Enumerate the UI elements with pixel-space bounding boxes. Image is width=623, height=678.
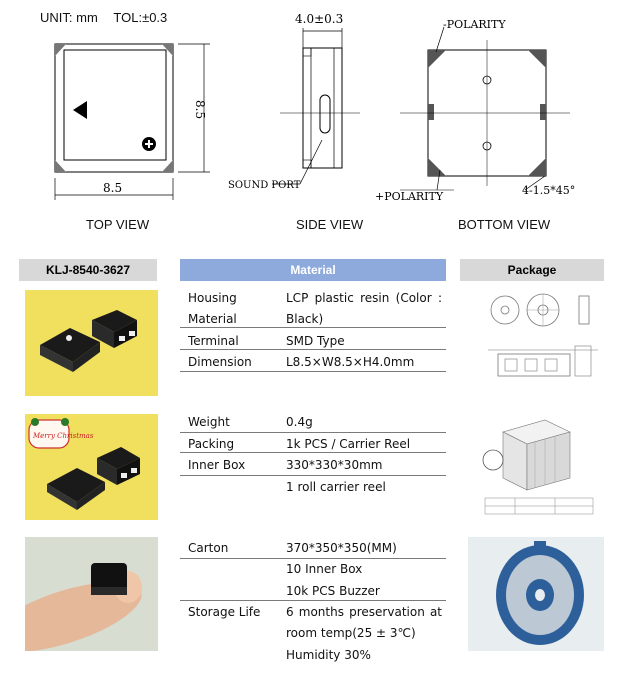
bottom-view-pos-polarity: +POLARITY <box>375 190 444 203</box>
spec-key: Carton <box>188 541 229 555</box>
table-divider <box>180 432 446 433</box>
top-view-height-dim: 8.5 <box>193 100 207 120</box>
table-divider <box>180 349 446 350</box>
side-view-height-dim: 4.0±0.3 <box>295 12 344 26</box>
spec-key: Inner Box <box>188 458 246 472</box>
package-drawing-box <box>475 410 597 520</box>
spec-value: 6 months preservation at room temp(25 ± 3℃) <box>286 605 442 640</box>
spec-value: L8.5×W8.5×H4.0mm <box>286 355 415 369</box>
model-header: KLJ-8540-3627 <box>19 259 157 281</box>
spec-value: 0.4g <box>286 415 313 429</box>
spec-key: Housing Material <box>188 291 237 326</box>
material-header: Material <box>180 259 446 281</box>
spec-key: Terminal <box>188 334 239 348</box>
spec-key: Weight <box>188 415 230 429</box>
top-view-width-dim: 8.5 <box>103 181 123 195</box>
table-divider <box>180 327 446 328</box>
table-divider <box>180 600 446 601</box>
unit-label: UNIT: mm <box>40 10 98 25</box>
spec-value: 10k PCS Buzzer <box>286 584 380 598</box>
table-divider <box>180 452 446 453</box>
side-view-sound-port: SOUND PORT <box>228 180 301 191</box>
table-divider <box>180 558 446 559</box>
top-view-label: TOP VIEW <box>86 217 150 232</box>
product-photo-1 <box>25 290 158 396</box>
table-divider <box>180 371 446 372</box>
spec-value: 1k PCS / Carrier Reel <box>286 437 411 451</box>
spec-value: LCP plastic resin (Color : Black) <box>286 291 442 326</box>
technical-drawings <box>0 0 623 240</box>
spec-value: 10 Inner Box <box>286 562 363 576</box>
bottom-view-drawing <box>400 27 570 190</box>
spec-key: Storage Life <box>188 605 261 619</box>
spec-value: Humidity 30% <box>286 648 371 662</box>
product-photo-2 <box>25 414 158 520</box>
spec-key: Packing <box>188 437 235 451</box>
bottom-view-label: BOTTOM VIEW <box>458 217 551 232</box>
table-divider <box>180 475 446 476</box>
spec-key: Dimension <box>188 355 252 369</box>
package-photo-reel <box>468 537 604 651</box>
bottom-view-chamfer: 4-1.5*45° <box>522 184 576 197</box>
spec-value: SMD Type <box>286 334 345 348</box>
tolerance-label: TOL:±0.3 <box>113 10 168 25</box>
package-header: Package <box>460 259 604 281</box>
spec-value: 1 roll carrier reel <box>286 480 386 494</box>
side-view-label: SIDE VIEW <box>296 217 364 232</box>
top-view-drawing <box>55 44 210 200</box>
package-drawing-reel <box>483 288 603 400</box>
side-view-drawing <box>272 28 360 184</box>
spec-value: 330*330*30mm <box>286 458 383 472</box>
bottom-view-neg-polarity: -POLARITY <box>443 18 506 31</box>
spec-value: 370*350*350(MM) <box>286 541 397 555</box>
product-photo-finger <box>25 537 158 651</box>
merry-christmas-text: Merry Christmas <box>33 432 94 440</box>
